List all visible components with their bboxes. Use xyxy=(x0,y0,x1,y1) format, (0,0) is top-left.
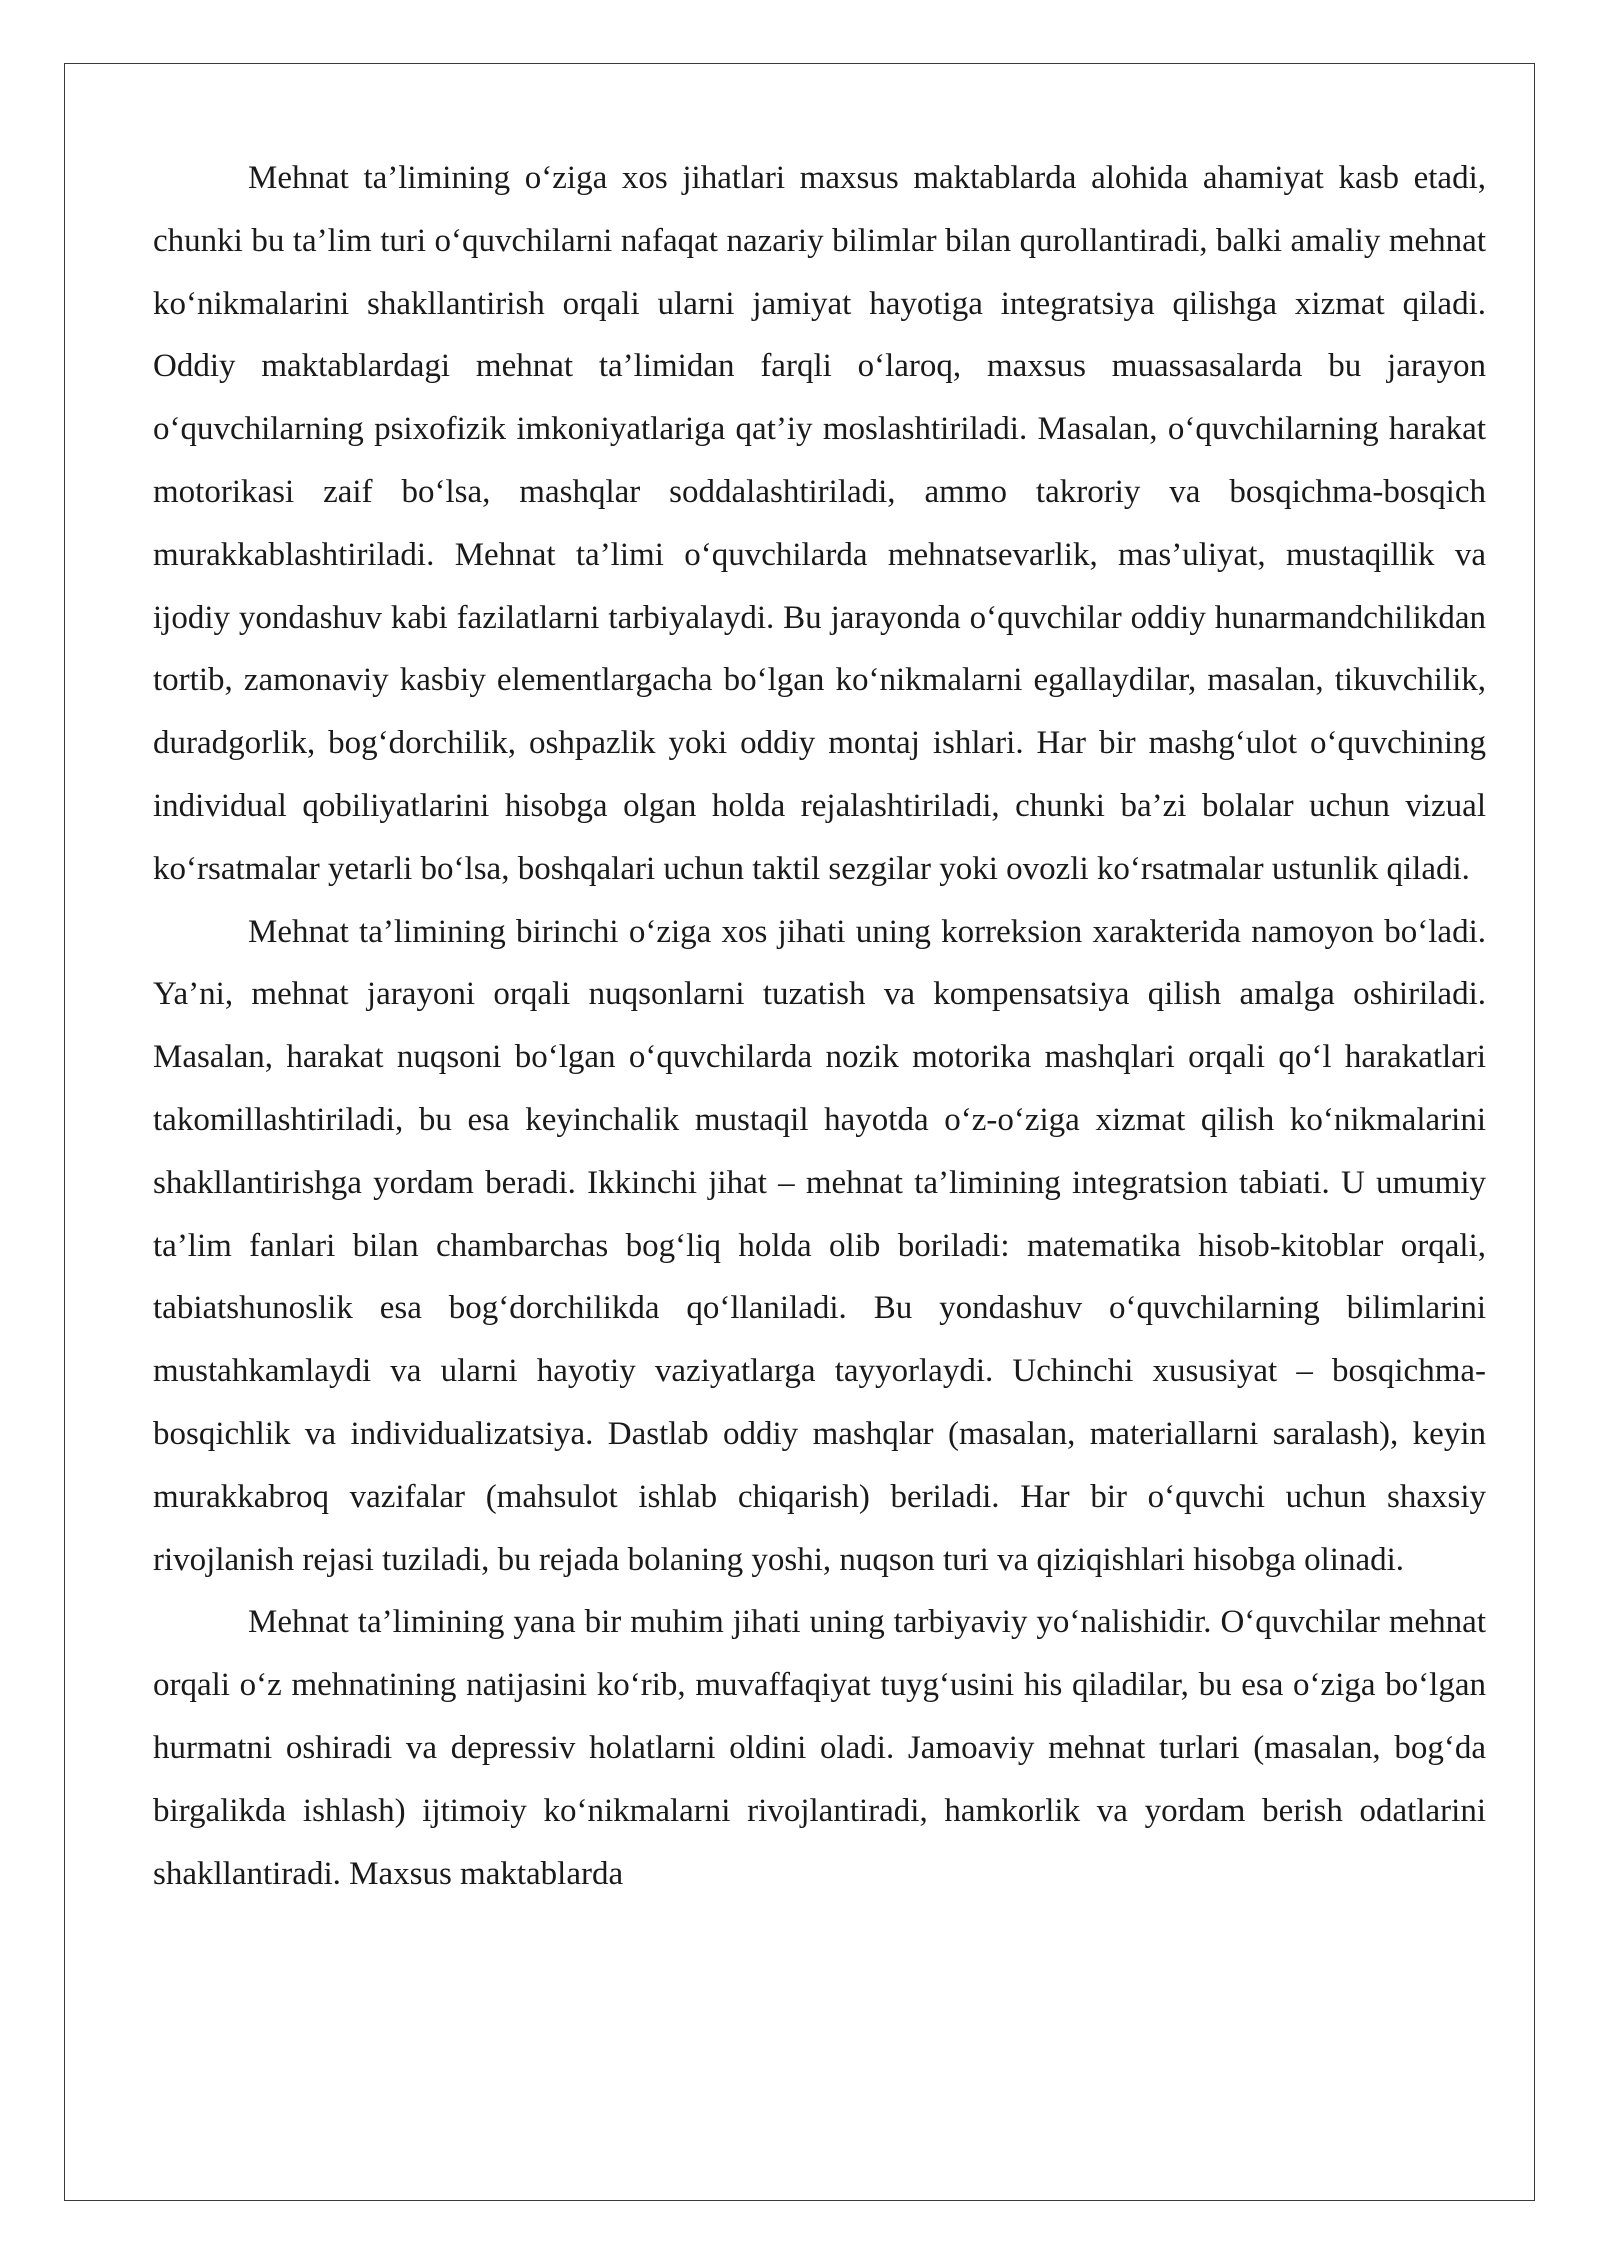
paragraph-1: Mehnat ta’limining o‘ziga xos jihatlari maxsus maktablarda alohida ahamiyat kasb etadi, chunki bu ta’lim turi o‘quvchilarni nafaqat nazariy bilimlar bilan qurollantiradi, balki amaliy mehnat ko‘nikmalarini shakllantirish orqali ularni jamiyat hayotiga integratsiya qilishga xizmat qiladi. Oddiy maktablardagi mehnat ta’limidan farqli o‘laroq, maxsus muassasalarda bu jarayon o‘quvchilarning psixofizik imkoniyatlariga qat’iy moslashtiriladi. Masalan, o‘quvchilarning harakat motorikasi zaif bo‘lsa, mashqlar soddalashtiriladi, ammo takroriy va bosqichma-bosqich murakkablashtiriladi. Mehnat ta’limi o‘quvchilarda mehnatsevarlik, mas’uliyat, mustaqillik va ijodiy yondashuv kabi fazilatlarni tarbiyalaydi. Bu jarayonda o‘quvchilar oddiy hunarmandchilikdan tortib, zamonaviy kasbiy elementlargacha bo‘lgan ko‘nikmalarni egallaydilar, masalan, tikuvchilik, duradgorlik, bog‘dorchilik, oshpazlik yoki oddiy montaj ishlari. Har bir mashg‘ulot o‘quvchining individual qobiliyatlarini hisobga olgan holda rejalashtiriladi, chunki ba’zi bolalar uchun vizual ko‘rsatmalar yetarli bo‘lsa, boshqalari uchun taktil sezgilar yoki ovozli ko‘rsatmalar ustunlik qiladi. xyxy=(153,160,1486,887)
paragraph-3: Mehnat ta’limining yana bir muhim jihati uning tarbiyaviy yo‘nalishidir. O‘quvchilar mehnat orqali o‘z mehnatining natijasini ko‘rib, muvaffaqiyat tuyg‘usini his qiladilar, bu esa o‘ziga bo‘lgan hurmatni oshiradi va depressiv holatlarni oldini oladi. Jamoaviy mehnat turlari (masalan, bog‘da birgalikda ishlash) ijtimoiy ko‘nikmalarni rivojlantiradi, hamkorlik va yordam berish odatlarini shakllantiradi. Maxsus maktablarda xyxy=(153,1604,1486,1892)
document-body xyxy=(153,147,1486,1905)
paragraph-2: Mehnat ta’limining birinchi o‘ziga xos jihati uning korreksion xarakterida namoyon bo‘ladi. Ya’ni, mehnat jarayoni orqali nuqsonlarni tuzatish va kompensatsiya qilish amalga oshiriladi. Masalan, harakat nuqsoni bo‘lgan o‘quvchilarda nozik motorika mashqlari orqali qo‘l harakatlari takomillashtiriladi, bu esa keyinchalik mustaqil hayotda o‘z-o‘ziga xizmat qilish ko‘nikmalarini shakllantirishga yordam beradi. Ikkinchi jihat – mehnat ta’limining integratsion tabiati. U umumiy ta’lim fanlari bilan chambarchas bog‘liq holda olib boriladi: matematika hisob-kitoblar orqali, tabiatshunoslik esa bog‘dorchilikda qo‘llaniladi. Bu yondashuv o‘quvchilarning bilimlarini mustahkamlaydi va ularni hayotiy vaziyatlarga tayyorlaydi. Uchinchi xususiyat – bosqichma-bosqichlik va individualizatsiya. Dastlab oddiy mashqlar (masalan, materiallarni saralash), keyin murakkabroq vazifalar (mahsulot ishlab chiqarish) beriladi. Har bir o‘quvchi uchun shaxsiy rivojlanish rejasi tuziladi, bu rejada bolaning yoshi, nuqson turi va qiziqishlari hisobga olinadi. xyxy=(153,913,1486,1578)
